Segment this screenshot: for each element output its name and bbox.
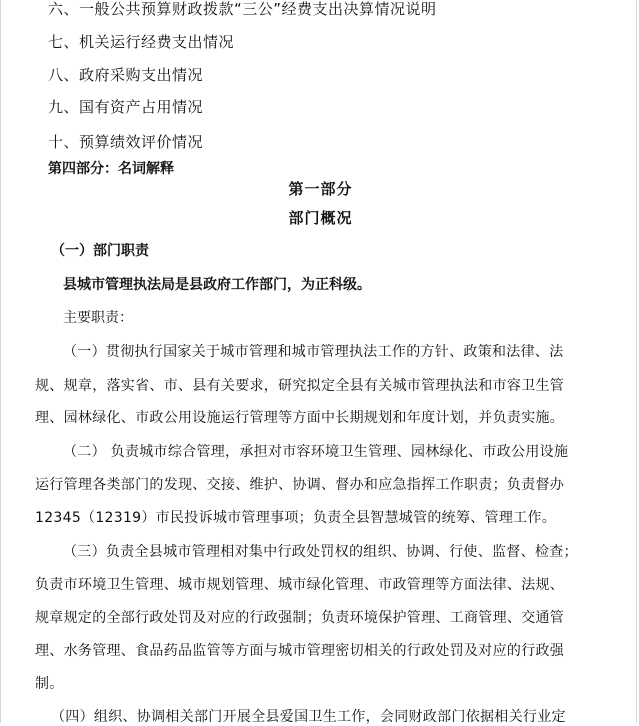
toc-item-10: 十、预算绩效评价情况	[48, 133, 204, 151]
toc-item-9: 九、国有资产占用情况	[48, 98, 204, 116]
duty-line: 12345（12319）市民投诉城市管理事项；负责全县智慧城管的统筹、管理工作。	[35, 510, 557, 526]
duty-line: 规、规章，落实省、市、县有关要求，研究拟定全县有关城市管理执法和市容卫生管	[35, 378, 565, 394]
section-heading-duties: （一）部门职责	[51, 243, 149, 259]
duty-line: 负责市环境卫生管理、城市规划管理、城市绿化管理、市政管理等方面法律、法规、	[35, 577, 565, 593]
duty-line: 理、水务管理、食品药品监管等方面与城市管理密切相关的行政处罚及对应的行政强	[35, 643, 565, 659]
duty-line: （四）组织、协调相关部门开展全县爱国卫生工作，会同财政部门依据相关行业定	[51, 709, 566, 725]
duty-line: 运行管理各类部门的发现、交接、维护、协调、督办和应急指挥工作职责；负责督办	[35, 477, 565, 493]
duty-line: （一）贯彻执行国家关于城市管理和城市管理执法工作的方针、政策和法律、法	[63, 344, 564, 360]
duty-line: 规章规定的全部行政处罚及对应的行政强制；负责环境保护管理、工商管理、交通管	[35, 610, 565, 626]
duty-line: （二） 负责城市综合管理，承担对市容环境卫生管理、园林绿化、市政公用设施	[63, 444, 569, 460]
duty-line: 理、园林绿化、市政公用设施运行管理等方面中长期规划和年度计划，并负责实施。	[35, 410, 565, 426]
section-title: 部门概况	[288, 209, 353, 227]
toc-item-6: 六、一般公共预算财政拨款“三公”经费支出决算情况说明	[48, 0, 437, 18]
toc-item-8: 八、政府采购支出情况	[48, 66, 204, 84]
department-statement: 县城市管理执法局是县政府工作部门，为正科级。	[63, 277, 371, 293]
duty-line: 制。	[35, 676, 64, 692]
duty-line: （三）负责全县城市管理相对集中行政处罚权的组织、协调、行使、监督、检查；	[63, 544, 578, 560]
toc-item-7: 七、机关运行经费支出情况	[48, 33, 235, 51]
part-title: 第一部分	[288, 180, 353, 198]
duties-label: 主要职责：	[63, 310, 133, 326]
part4-heading: 第四部分：名词解释	[48, 161, 174, 177]
